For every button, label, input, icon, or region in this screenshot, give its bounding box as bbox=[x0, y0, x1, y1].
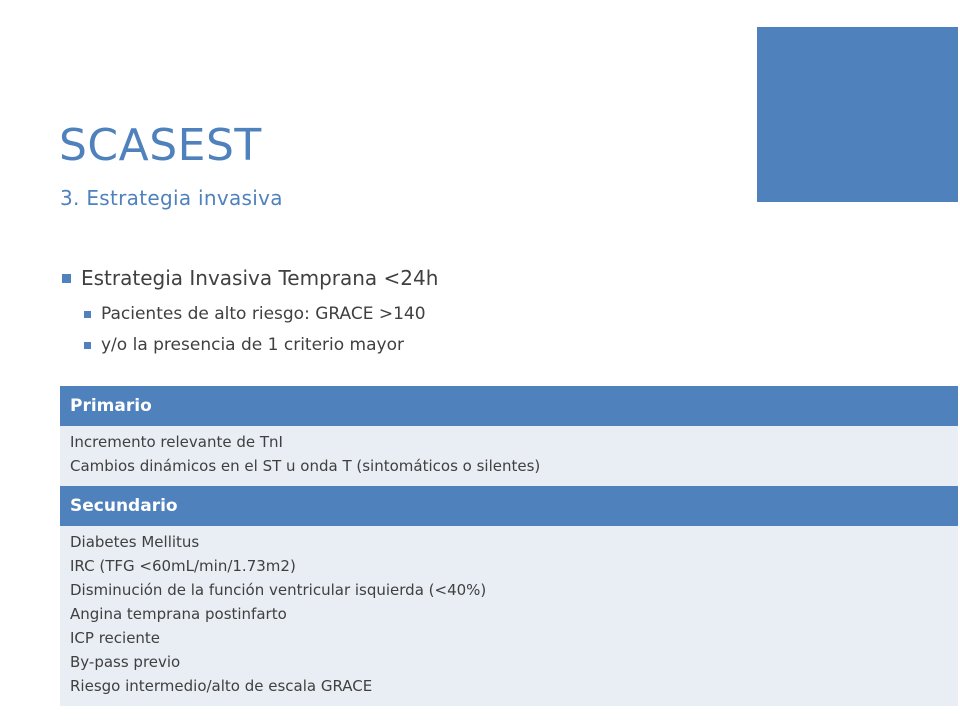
bullet-main bbox=[62, 266, 438, 290]
criteria-table bbox=[60, 386, 958, 706]
square-bullet-icon bbox=[84, 342, 91, 349]
slide-subtitle: 3. Estrategia invasiva bbox=[60, 186, 283, 210]
criteria-line: By-pass previo bbox=[70, 653, 181, 671]
square-bullet-icon bbox=[62, 274, 71, 283]
criteria-line: IRC (TFG <60mL/min/1.73m2) bbox=[70, 557, 296, 575]
criteria-line: ICP reciente bbox=[70, 629, 161, 647]
criteria-line: Diabetes Mellitus bbox=[70, 533, 200, 551]
bullet-sub bbox=[84, 335, 438, 355]
bullet-main-text: Estrategia Invasiva Temprana <24h bbox=[81, 266, 439, 290]
secondary-criteria-header: Secundario bbox=[60, 486, 958, 526]
bullet-sub-text: y/o la presencia de 1 criterio mayor bbox=[101, 335, 404, 355]
criteria-line: Angina temprana postinfarto bbox=[70, 605, 287, 623]
primary-criteria-body bbox=[60, 426, 958, 486]
criteria-line: Incremento relevante de TnI bbox=[70, 433, 283, 451]
slide-title: SCASEST bbox=[59, 120, 262, 171]
bullet-sub-text: Pacientes de alto riesgo: GRACE >140 bbox=[101, 304, 426, 324]
bullet-sub bbox=[84, 304, 438, 324]
bullet-list bbox=[62, 266, 438, 355]
criteria-line: Riesgo intermedio/alto de escala GRACE bbox=[70, 677, 373, 695]
primary-criteria-header: Primario bbox=[60, 386, 958, 426]
square-bullet-icon bbox=[84, 311, 91, 318]
accent-square bbox=[757, 27, 958, 202]
secondary-criteria-body bbox=[60, 526, 958, 706]
criteria-line: Cambios dinámicos en el ST u onda T (sintomáticos o silentes) bbox=[70, 457, 541, 475]
criteria-line: Disminución de la función ventricular isquierda (<40%) bbox=[70, 581, 487, 599]
